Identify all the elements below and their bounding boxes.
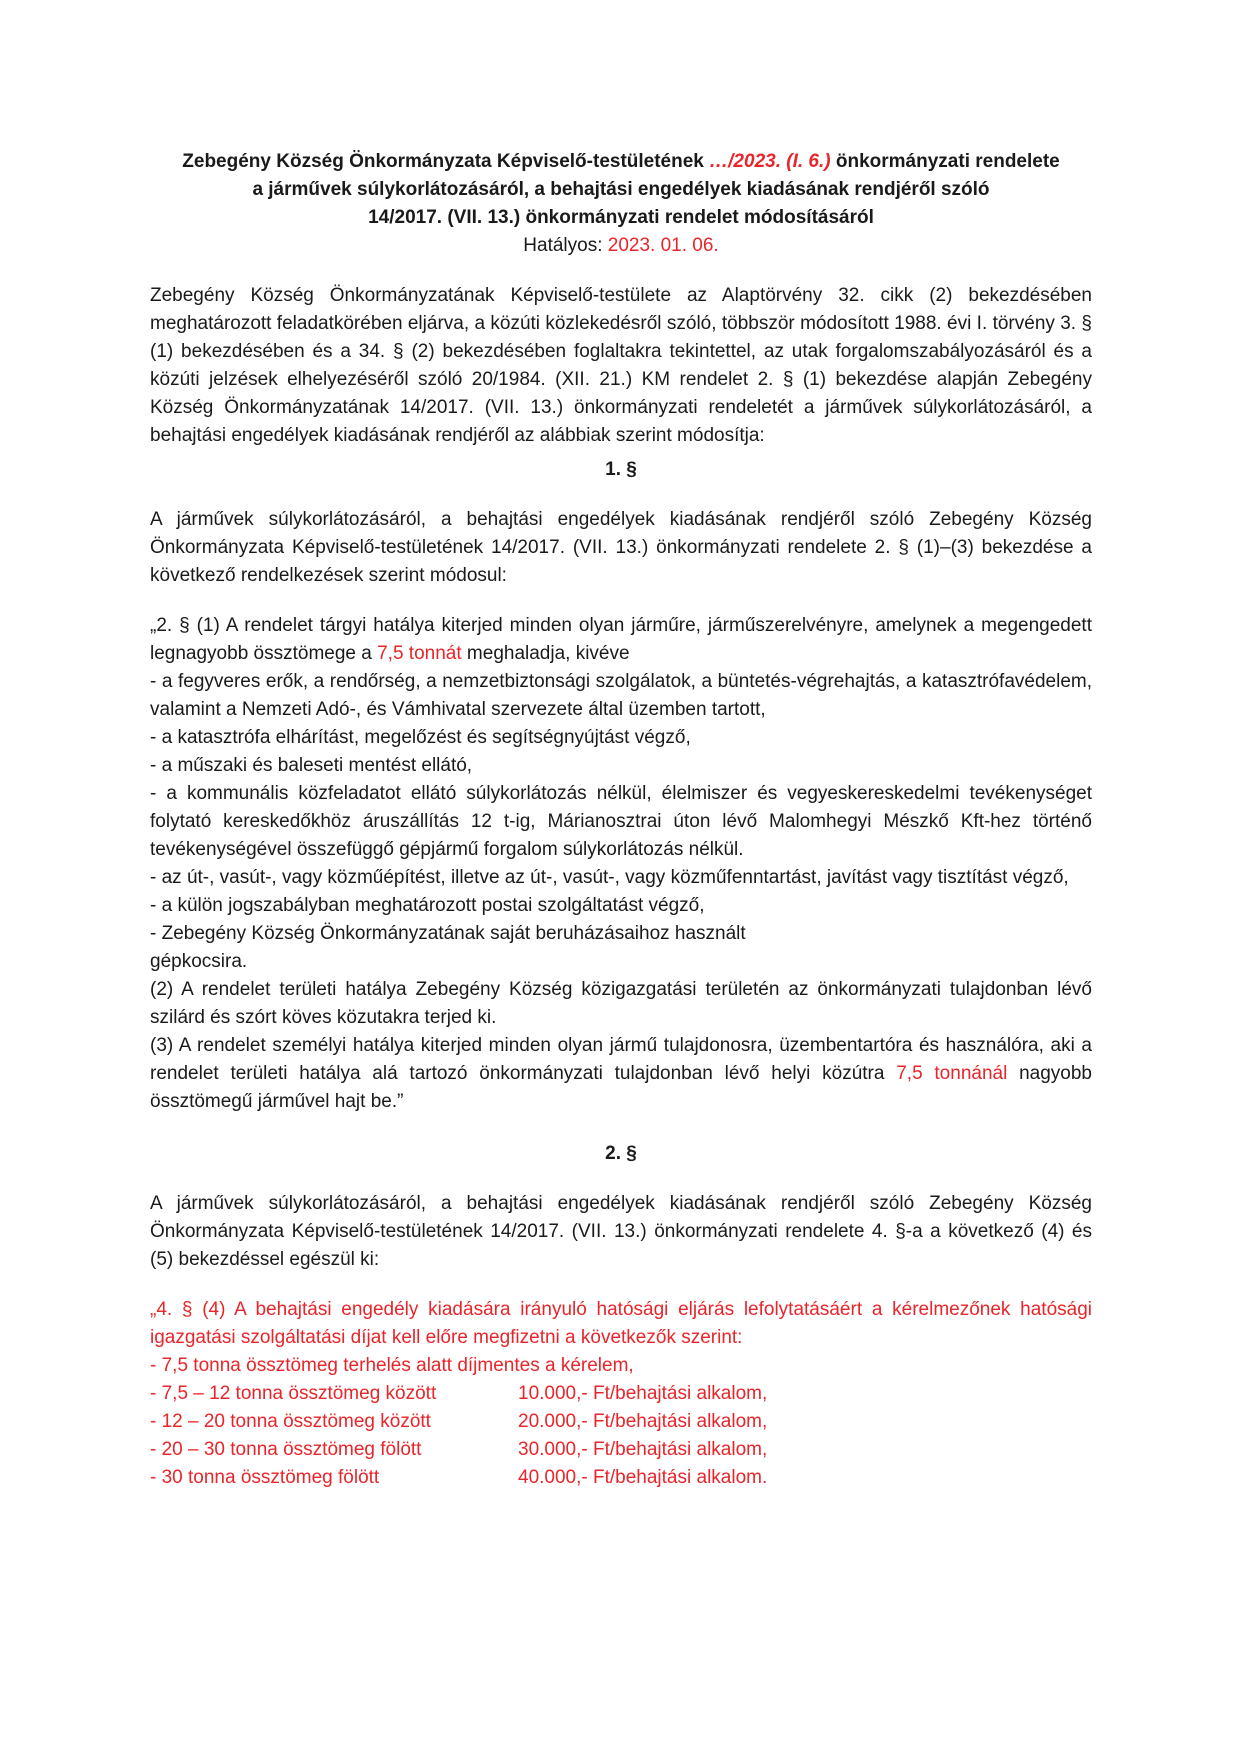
exception-item: - a műszaki és baleseti mentést ellátó, [150,755,473,776]
paragraph-1 [150,612,1092,668]
effective-date: 2023. 01. 06. [607,235,719,256]
exception-item: gépkocsira. [150,951,248,972]
paragraph-3 [150,1032,1092,1116]
fee-free-line: - 7,5 tonna össztömeg terhelés alatt díjmentes a kérelem, [150,1355,634,1376]
exception-item: - a fegyveres erők, a rendőrség, a nemzetbiztonsági szolgálatok, a büntetés-végrehajtás, a katasztrófavédelem, valamint a Nemzeti Adó-, és Vámhivatal szervezete által üzemben tartott, [150,671,1092,720]
preamble: Zebegény Község Önkormányzatának Képviselő-testülete az Alaptörvény 32. cikk (2) bekezdésében meghatározott feladatkörében eljárva, a közúti közlekedésről szóló, többször módosított 1988. évi I. törvény 3. § (1) bekezdésében és a 34. § (2) bekezdésében foglaltakra tekintettel, az utak forgalomszabályozásáról és a közúti jelzések elhelyezéséről szóló 20/1984. (XII. 21.) KM rendelet 2. § (1) bekezdése alapján Zebegény Község Önkormányzatának 14/2017. (VII. 13.) önkormányzati rendeletét a járművek súlykorlátozásáról, a behajtási engedélyek kiadásának rendjéről az alábbiak szerint módosítja: [150,285,1092,446]
fee-amount: 10.000,- Ft/behajtási alkalom, [518,1383,768,1404]
weight-limit-text: 7,5 tonnát [377,643,462,664]
section-2-intro: A járművek súlykorlátozásáról, a behajtási engedélyek kiadásának rendjéről szóló Zebegény Község Önkormányzata Képviselő-testületének 14/2017. (VII. 13.) önkormányzati rendelete 4. §-a a következő (4) és (5) bekezdéssel egészül ki: [150,1193,1092,1270]
exception-item: - a katasztrófa elhárítást, megelőzést és segítségnyújtást végző, [150,727,691,748]
effective-date-line [150,232,1092,260]
section-1-intro: A járművek súlykorlátozásáról, a behajtási engedélyek kiadásának rendjéről szóló Zebegény Község Önkormányzata Képviselő-testületének 14/2017. (VII. 13.) önkormányzati rendelete 2. § (1)–(3) bekezdése a következő rendelkezések szerint módosul: [150,509,1092,586]
paragraph-2: (2) A rendelet területi hatálya Zebegény Község közigazgatási területén az önkormányzati tulajdonban lévő szilárd és szórt köves közutakra terjed ki. [150,979,1092,1028]
regulation-number: …/2023. (I. 6.) [709,151,831,172]
fee-row [150,1436,1092,1464]
title-line-1-b: önkormányzati rendelete [830,151,1060,172]
fee-amount: 40.000,- Ft/behajtási alkalom. [518,1467,768,1488]
exception-item: - az út-, vasút-, vagy közműépítést, illetve az út-, vasút-, vagy közműfenntartást, javítást vagy tisztítást végző, [150,867,1069,888]
paragraph-3-b: nagyobb össztömegű járművel hajt be.” [150,1063,1092,1112]
fee-range: - 7,5 – 12 tonna össztömeg között [150,1383,437,1404]
fee-amount: 30.000,- Ft/behajtási alkalom, [518,1439,768,1460]
title-line-1-a: Zebegény Község Önkormányzata Képviselő-testületének [182,151,710,172]
fee-amount: 20.000,- Ft/behajtási alkalom, [518,1411,768,1432]
title-line-3: 14/2017. (VII. 13.) önkormányzati rendelet módosításáról [368,207,874,228]
fee-range: - 30 tonna össztömeg fölött [150,1467,380,1488]
weight-limit-text-2: 7,5 tonnánál [896,1063,1008,1084]
fee-row [150,1380,1092,1408]
section-1-heading: 1. § [605,459,637,480]
exception-item: - Zebegény Község Önkormányzatának saját beruházásaihoz használt [150,923,746,944]
title-line-2: a járművek súlykorlátozásáról, a behajtási engedélyek kiadásának rendjéről szóló [252,179,990,200]
exception-item: - a kommunális közfeladatot ellátó súlykorlátozás nélkül, élelmiszer és vegyeskereskedelmi tevékenységet folytató kereskedőkhöz áruszállítás 12 t-ig, Márianosztrai úton lévő Malomhegyi Mészkő Kft-hez történő tevékenységével összefüggő gépjármű forgalom súlykorlátozás nélkül. [150,783,1092,860]
paragraph-1-b: meghaladja, kivéve [461,643,630,664]
fee-row [150,1464,1092,1492]
exception-item: - a külön jogszabályban meghatározott postai szolgáltatást végző, [150,895,705,916]
fee-range: - 20 – 30 tonna össztömeg fölött [150,1439,422,1460]
paragraph-1-a: „2. § (1) A rendelet tárgyi hatálya kiterjed minden olyan járműre, járműszerelvényre, amelynek a megengedett legnagyobb össztömege a [150,615,1092,664]
fee-row [150,1408,1092,1436]
title-line-1 [150,148,1092,176]
document-page [150,148,1092,1492]
effective-label: Hatályos: [523,235,608,256]
fee-range: - 12 – 20 tonna össztömeg között [150,1411,431,1432]
paragraph-3-a: (3) A rendelet személyi hatálya kiterjed minden olyan jármű tulajdonosra, üzembentartóra és használóra, aki a rendelet területi hatálya alá tartozó önkormányzati tulajdonban lévő helyi közútra [150,1035,1092,1084]
document-title [150,148,1092,232]
section-2-heading: 2. § [605,1143,637,1164]
paragraph-4: „4. § (4) A behajtási engedély kiadására irányuló hatósági eljárás lefolytatásáért a kérelmezőnek hatósági igazgatási szolgáltatási díjat kell előre megfizetni a következők szerint: [150,1299,1092,1348]
